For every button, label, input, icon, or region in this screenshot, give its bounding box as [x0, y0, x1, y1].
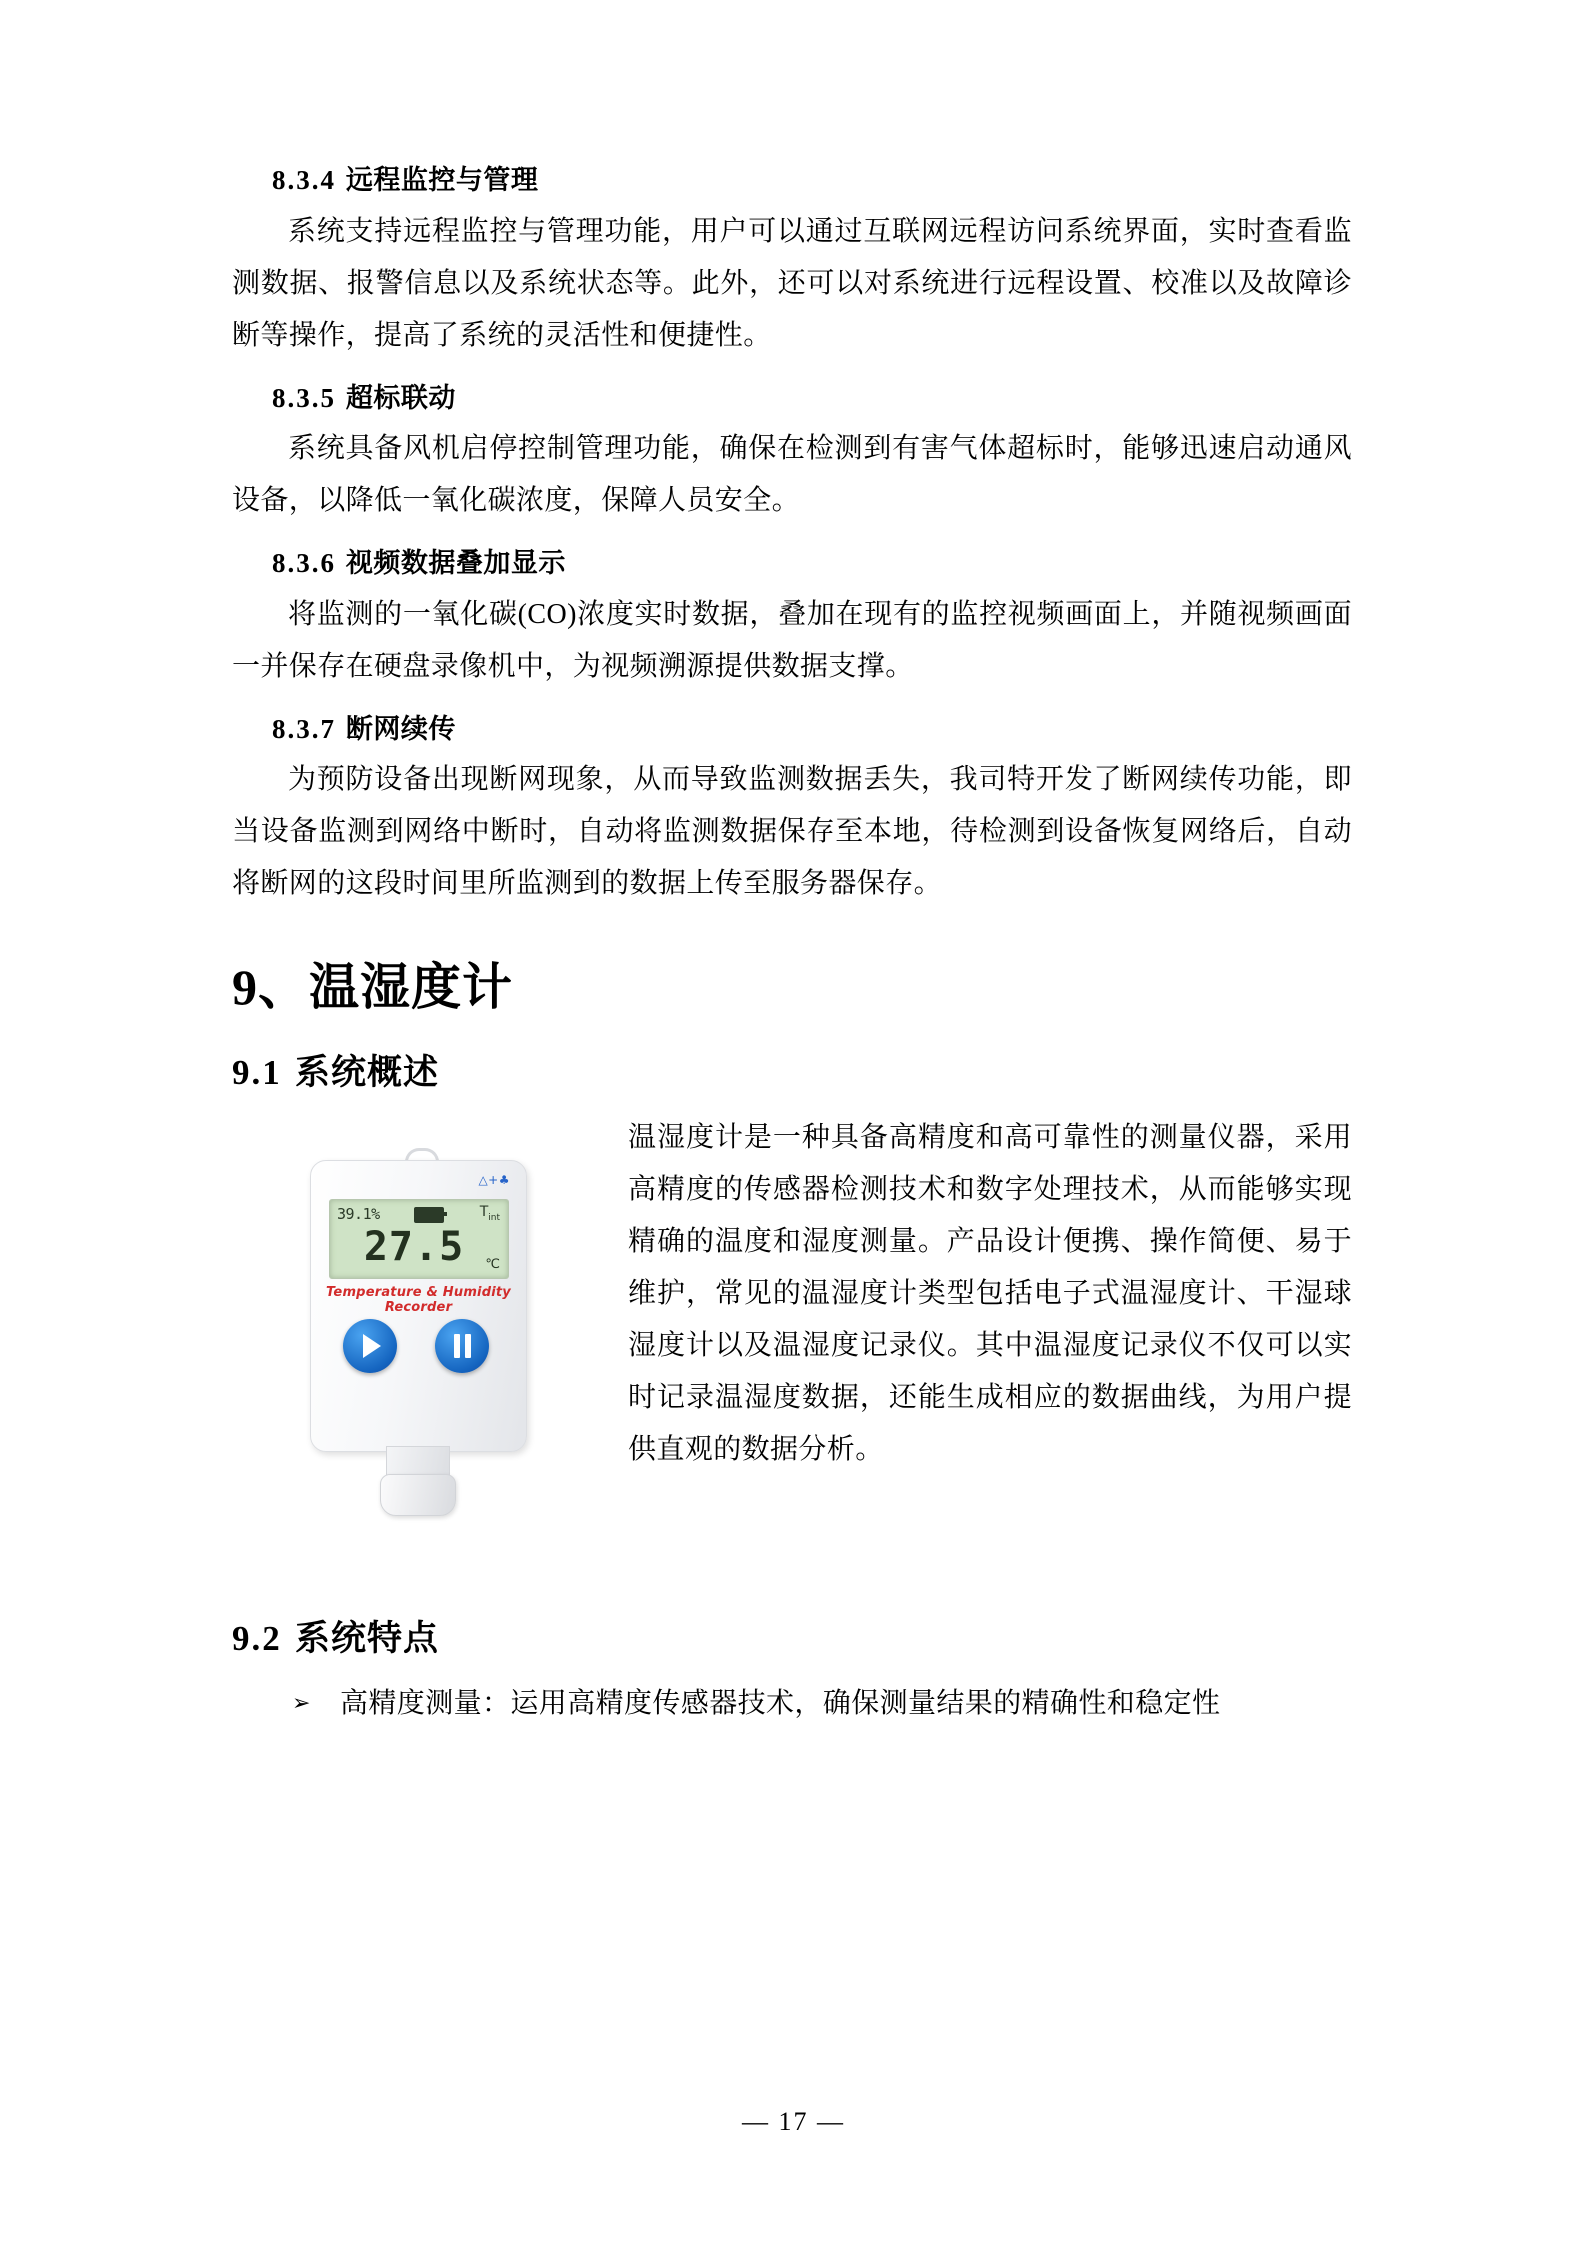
heading-9-1-number: 9.1: [232, 1053, 282, 1092]
heading-8-3-5-number: 8.3.5: [272, 382, 336, 413]
humidity-reading: 39.1%: [337, 1205, 380, 1223]
device-sensor-probe: [380, 1474, 456, 1516]
device-model-label: Temperature & Humidity Recorder: [326, 1285, 511, 1315]
pause-icon: [454, 1334, 460, 1358]
heading-8-3-7: [272, 709, 1352, 751]
heading-9-2-text: 系统特点: [294, 1619, 439, 1659]
heading-9-1-text: 系统概述: [294, 1053, 439, 1093]
chapter-title: 温湿度计: [309, 958, 513, 1016]
device-body: [310, 1160, 527, 1452]
play-button: [343, 1319, 397, 1373]
paragraph-8-3-5: 系统具备风机启停控制管理功能，确保在检测到有害气体超标时，能够迅速启动通风设备，以降低一氧化碳浓度，保障人员安全。: [232, 433, 1352, 516]
paragraph-8-3-6: 将监测的一氧化碳(CO)浓度实时数据，叠加在现有的监控视频画面上，并随视频画面一并保存在硬盘录像机中，为视频溯源提供数据支撑。: [232, 598, 1352, 682]
spacer: [232, 529, 1352, 543]
page-number: — 17 —: [742, 2107, 845, 2136]
temperature-reading: 27.5: [363, 1224, 465, 1270]
figure-temperature-humidity-recorder: [272, 1128, 602, 1558]
heading-8-3-7-text: 断网续传: [345, 713, 456, 745]
paragraph-8-3-4: 系统支持远程监控与管理功能，用户可以通过互联网远程访问系统界面，实时查看监测数据、报警信息以及系统状态等。此外，还可以对系统进行远程设置、校准以及故障诊断等操作，提高了系统的灵活性和便捷性。: [232, 215, 1352, 351]
feature-list: [232, 1678, 1352, 1730]
list-item-text: 高精度测量：运用高精度传感器技术，确保测量结果的精确性和稳定性: [340, 1688, 1221, 1719]
heading-9-2: [232, 1614, 1352, 1664]
heading-8-3-4: [272, 160, 1352, 202]
spacer: [232, 695, 1352, 709]
chapter-number: 9、: [232, 959, 309, 1015]
page-content: [232, 160, 1352, 1730]
heading-8-3-6-text: 视频数据叠加显示: [345, 548, 566, 579]
heading-8-3-4-text: 远程监控与管理: [345, 165, 539, 196]
heading-8-3-7-number: 8.3.7: [272, 713, 336, 744]
battery-icon: [414, 1207, 444, 1223]
pause-button: [435, 1319, 489, 1373]
play-icon: [363, 1334, 381, 1358]
heading-8-3-6: [272, 543, 1352, 585]
section-9-2: [232, 1614, 1352, 1730]
heading-9-2-number: 9.2: [232, 1619, 282, 1658]
chapter-heading-9: [232, 952, 1352, 1022]
heading-8-3-5-text: 超标联动: [345, 382, 456, 414]
heading-8-3-5: [272, 378, 1352, 420]
bullet-arrow-icon: ➢: [292, 1691, 311, 1716]
heading-8-3-4-number: 8.3.4: [272, 165, 336, 195]
device-illustration: [310, 1148, 525, 1508]
brand-logo-icon: △+♣: [478, 1173, 510, 1187]
temperature-unit: ℃: [485, 1257, 500, 1272]
heading-9-1: [232, 1048, 1352, 1098]
paragraph-8-3-7: 为预防设备出现断网现象，从而导致监测数据丢失，我司特开发了断网续传功能，即当设备监测到网络中断时，自动将监测数据保存至本地，待检测到设备恢复网络后，自动将断网的这段时间里所监测到的数据上传至服务器保存。: [232, 764, 1352, 899]
spacer: [232, 364, 1352, 378]
paragraph-9-1: 温湿度计是一种具备高精度和高可靠性的测量仪器，采用高精度的传感器检测技术和数字处理技术，从而能够实现精确的温度和湿度测量。产品设计便携、操作简便、易于维护，常见的温湿度计类型包括电子式温湿度计、干湿球湿度计以及温湿度记录仪。其中温湿度记录仪不仅可以实时记录温湿度数据，还能生成相应的数据曲线，为用户提供直观的数据分析。: [628, 1122, 1352, 1465]
figure-and-text-block: [232, 1112, 1352, 1558]
temp-label: $T_{int}$: [479, 1204, 500, 1223]
device-lcd-screen: [329, 1199, 509, 1279]
heading-8-3-6-number: 8.3.6: [272, 548, 336, 578]
pause-icon-second-bar: [465, 1334, 471, 1358]
list-item: [232, 1678, 1352, 1730]
